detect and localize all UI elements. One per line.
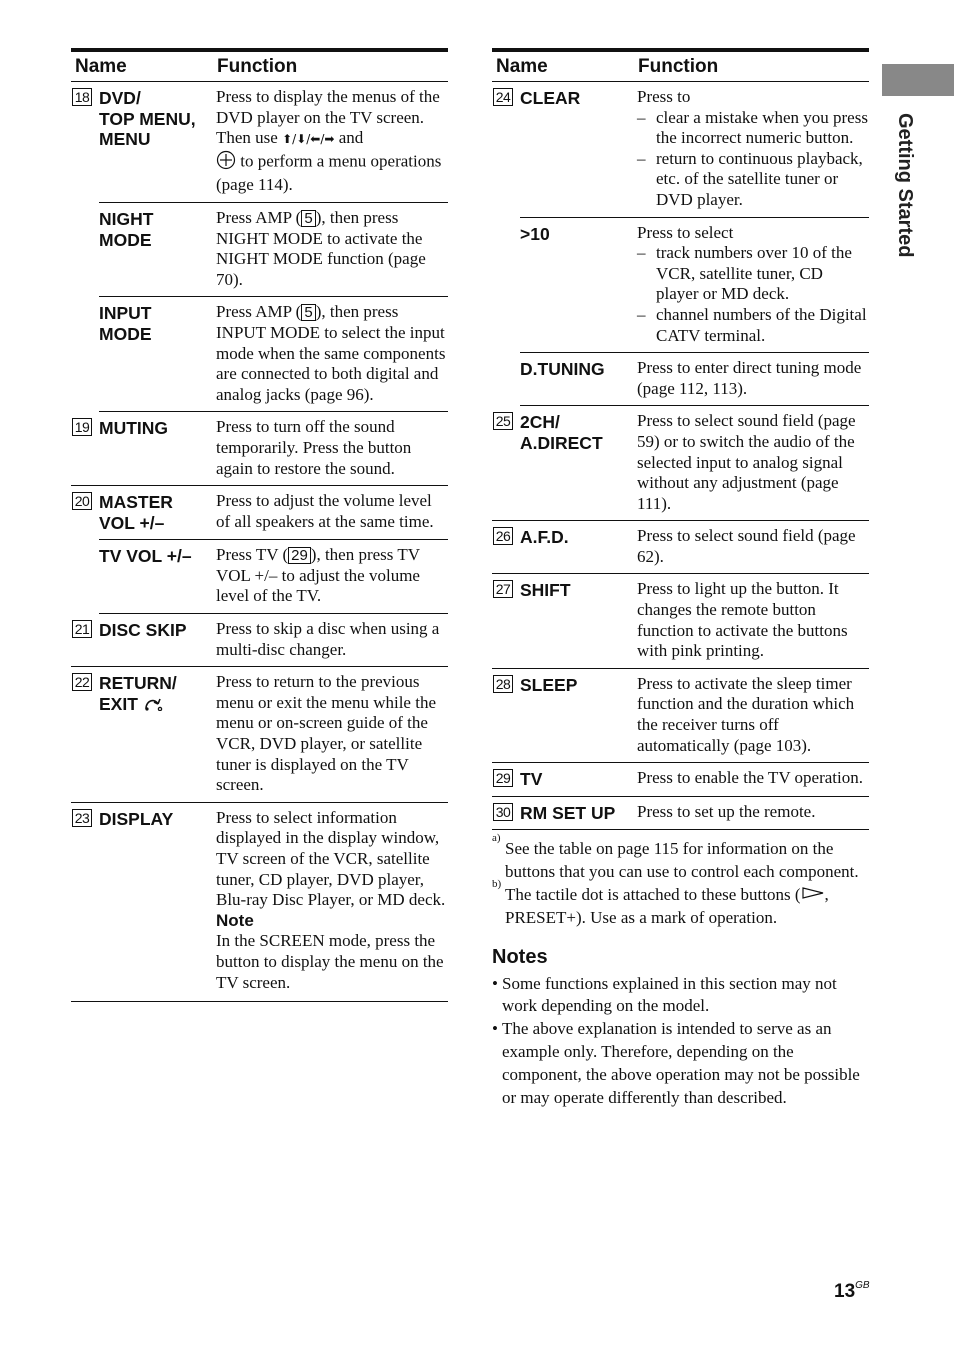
notes-list xyxy=(492,973,869,1110)
button-name: INPUT MODE xyxy=(99,297,216,412)
page-number: $13^{GB}$ xyxy=(834,1280,870,1302)
list-item: – channel numbers of the Digital CATV terminal. xyxy=(637,304,867,345)
item-number: 21 xyxy=(72,620,92,638)
item-number: 27 xyxy=(493,580,513,598)
table-row xyxy=(71,802,448,1001)
table-row xyxy=(71,412,448,486)
function-text: Press to – clear a mistake when you press the incorrect numeric button. – return to continuous playback, etc. of the satellite tuner or DVD player. xyxy=(637,82,869,218)
function-text: Press AMP ( 5 ), then press NIGHT MODE to activate the NIGHT MODE function (page 70). xyxy=(216,202,448,296)
header-name: Name xyxy=(492,50,637,82)
function-text: Press to display the menus of the DVD player on the TV screen. Then use ⬆/⬇/⬅/➡ and to perform a menu operations (page 114). xyxy=(216,82,448,203)
play-triangle-icon xyxy=(801,884,825,907)
button-name: SHIFT xyxy=(520,574,637,668)
list-item: • Some functions explained in this section may not work depending on the model. xyxy=(492,973,837,1016)
footnote-b: b) The tactile dot is attached to these buttons ( , PRESET+). Use as a mark of operation. xyxy=(492,877,829,927)
table-row xyxy=(71,202,448,296)
function-text: Press to return to the previous menu or exit the menu while the menu or on-screen guide of the VCR, DVD player, or satellite tuner is displayed on the TV screen. xyxy=(216,667,448,803)
button-ref-box: 5 xyxy=(301,304,315,321)
item-number: 20 xyxy=(72,492,92,510)
return-arrow-icon xyxy=(143,695,163,716)
table-row xyxy=(71,297,448,412)
right-column xyxy=(492,48,869,1109)
button-ref-box: 5 xyxy=(301,210,315,227)
notes-title: Notes xyxy=(492,945,548,968)
item-number: 24 xyxy=(493,88,513,106)
table-row xyxy=(492,521,869,574)
function-text: Press TV ( 29 ), then press TV VOL +/– to adjust the volume level of the TV. xyxy=(216,540,448,614)
table-row xyxy=(492,82,869,218)
button-name: RETURN/ EXIT xyxy=(99,667,216,803)
function-text: Press to set up the remote. xyxy=(637,796,869,830)
table-row xyxy=(492,574,869,668)
item-number: 30 xyxy=(493,803,513,821)
button-name: A.F.D. xyxy=(520,521,637,574)
function-text: Press to select sound field (page 59) or to switch the audio of the selected input to analog signal without any adjustment (page 111). xyxy=(637,406,869,521)
button-name: MUTING xyxy=(99,412,216,486)
footnote-a: a) See the table on page 115 for information on the buttons that you can use to control each component. xyxy=(492,832,859,881)
button-name: 2CH/ A.DIRECT xyxy=(520,406,637,521)
button-ref-box: 29 xyxy=(288,547,311,564)
function-text: Press to turn off the sound temporarily. Press the button again to restore the sound. xyxy=(216,412,448,486)
left-function-table xyxy=(71,48,448,1002)
function-text: Press to light up the button. It changes the remote button function to activate the buttons with pink printing. xyxy=(637,574,869,668)
function-text: Press to select – track numbers over 10 of the VCR, satellite tuner, CD player or MD deck. – channel numbers of the Digital CATV terminal. xyxy=(637,217,869,353)
table-row xyxy=(71,82,448,203)
list-item: – clear a mistake when you press the incorrect numeric button. xyxy=(637,107,868,148)
function-text: Press AMP ( 5 ), then press INPUT MODE to select the input mode when the same components are connected to both digital and analog jacks (page 96). xyxy=(216,297,448,412)
enter-plus-icon xyxy=(216,150,236,176)
note-label: Note xyxy=(216,910,254,930)
list-item: – track numbers over 10 of the VCR, satellite tuner, CD player or MD deck. xyxy=(637,243,852,304)
item-number: 25 xyxy=(493,412,513,430)
button-name: >10 xyxy=(520,217,637,353)
section-tab-label: Getting Started xyxy=(894,113,916,258)
button-name: DISPLAY xyxy=(99,802,216,1001)
section-tab-marker xyxy=(882,64,954,96)
function-text: Press to activate the sleep timer function and the duration which the receiver turns off automatically (page 103). xyxy=(637,668,869,762)
header-function: Function xyxy=(216,50,448,82)
table-row xyxy=(492,353,869,406)
table-row xyxy=(71,486,448,540)
table-row xyxy=(492,763,869,797)
header-function: Function xyxy=(637,50,869,82)
button-name: MASTER VOL +/– xyxy=(99,486,216,540)
note-text: In the SCREEN mode, press the button to display the menu on the TV screen. xyxy=(216,931,444,992)
table-row xyxy=(492,668,869,762)
table-row xyxy=(71,614,448,667)
button-name: TV xyxy=(520,763,637,797)
header-name: Name xyxy=(71,50,216,82)
button-name: DISC SKIP xyxy=(99,614,216,667)
footnotes xyxy=(492,832,869,929)
button-name: RM SET UP xyxy=(520,796,637,830)
function-text: Press to skip a disc when using a multi-disc changer. xyxy=(216,614,448,667)
table-row xyxy=(492,217,869,353)
list-item: – return to continuous playback, etc. of the satellite tuner or DVD player. xyxy=(637,148,863,209)
button-name: DVD/ TOP MENU, MENU xyxy=(99,82,216,203)
item-number: 26 xyxy=(493,527,513,545)
left-column xyxy=(71,48,448,1002)
function-text: Press to select information displayed in the display window, TV screen of the VCR, satellite tuner, CD player, DVD player, Blu-ray Disc Player, or MD deck. Note In the SCREEN mode, press the button to display the menu on the TV screen. xyxy=(216,802,448,1001)
item-number: 18 xyxy=(72,88,92,106)
item-number: 29 xyxy=(493,769,513,787)
button-name: TV VOL +/– xyxy=(99,540,216,614)
function-text: Press to adjust the volume level of all speakers at the same time. xyxy=(216,486,448,540)
list-item: • The above explanation is intended to serve as an example only. Therefore, depending on the component, the above operation may not be possible or may operate differently than described. xyxy=(492,1019,860,1107)
right-function-table xyxy=(492,48,869,830)
function-text: Press to select sound field (page 62). xyxy=(637,521,869,574)
button-name: NIGHT MODE xyxy=(99,202,216,296)
button-name: CLEAR xyxy=(520,82,637,218)
item-number: 23 xyxy=(72,809,92,827)
arrow-keys-icon: ⬆/⬇/⬅/➡ xyxy=(282,132,335,147)
table-row xyxy=(71,667,448,803)
button-name: D.TUNING xyxy=(520,353,637,406)
button-name: SLEEP xyxy=(520,668,637,762)
table-row xyxy=(71,540,448,614)
item-number: 19 xyxy=(72,418,92,436)
item-number: 22 xyxy=(72,673,92,691)
table-row xyxy=(492,406,869,521)
table-row xyxy=(492,796,869,830)
function-text: Press to enable the TV operation. xyxy=(637,763,869,797)
function-text: Press to enter direct tuning mode (page 112, 113). xyxy=(637,353,869,406)
item-number: 28 xyxy=(493,675,513,693)
